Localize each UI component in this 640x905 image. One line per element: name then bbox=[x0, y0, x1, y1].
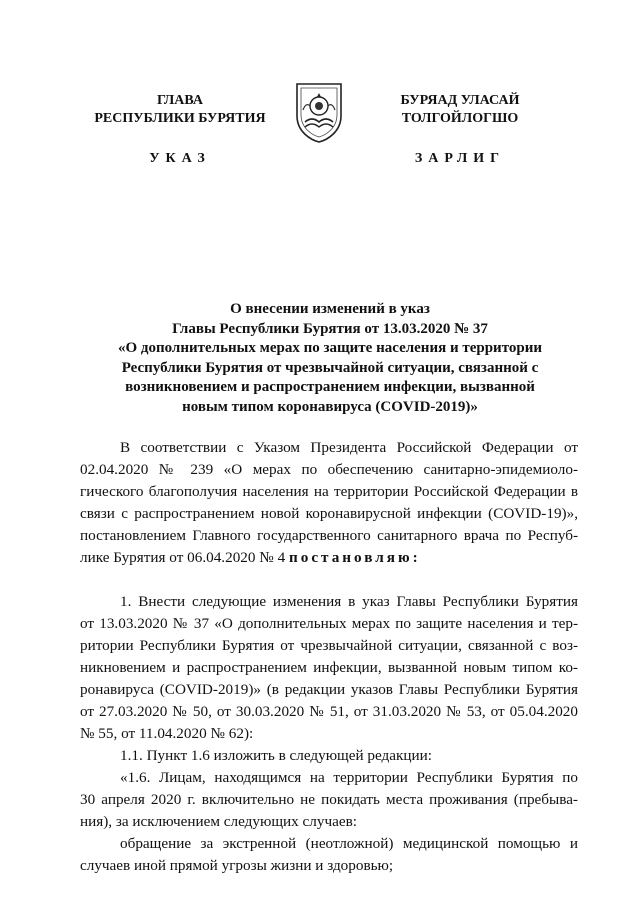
preamble-line: постановлением Главного государственного санитарного врача по Респуб- bbox=[80, 527, 578, 544]
title-line: Главы Республики Бурятия от 13.03.2020 № 37 bbox=[172, 320, 488, 337]
exception-1-line: обращение за экстренной (неотложной) медицинской помощью и bbox=[120, 835, 578, 852]
preamble-last-line bbox=[80, 547, 578, 569]
header-left bbox=[80, 92, 280, 168]
clause-1-6-paragraph bbox=[80, 767, 578, 833]
clause-1-1-line: 1.1. Пункт 1.6 изложить в следующей редакции: bbox=[120, 747, 433, 764]
header-right bbox=[360, 92, 560, 168]
exception-1-line: случаев иной прямой угрозы жизни и здоровью; bbox=[80, 857, 394, 874]
paragraph-gap bbox=[80, 569, 578, 591]
clause-1-line: от 27.03.2020 № 50, от 30.03.2020 № 51, от 31.03.2020 № 53, от 05.04.2020 bbox=[80, 703, 578, 720]
clause-1-line: 1. Внести следующие изменения в указ Главы Республики Бурятия bbox=[120, 593, 578, 610]
title-line: Республики Бурятия от чрезвычайной ситуации, связанной с bbox=[121, 359, 539, 376]
header-left-line2: РЕСПУБЛИКИ БУРЯТИЯ bbox=[94, 111, 266, 126]
clause-1-paragraph bbox=[80, 591, 578, 745]
decree-word: постановляю: bbox=[288, 549, 421, 566]
title-line: новым типом коронавируса (COVID-2019)» bbox=[182, 398, 478, 415]
header-left-line1: ГЛАВА bbox=[157, 93, 203, 108]
clause-1-line: от 13.03.2020 № 37 «О дополнительных мерах по защите населения и тер- bbox=[80, 615, 578, 632]
preamble-paragraph bbox=[80, 437, 578, 569]
preamble-line: гического благополучия населения на территории Российской Федерации в bbox=[80, 483, 578, 500]
clause-1-line: ронавируса (COVID-2019)» (в редакции указов Главы Республики Бурятия bbox=[80, 681, 578, 698]
preamble-line: связи с распространением новой коронавирусной инфекции (COVID-19)», bbox=[80, 505, 578, 522]
document-title bbox=[80, 300, 580, 417]
clause-1-6-line: «1.6. Лицам, находящимся на территории Республики Бурятия по bbox=[120, 769, 578, 786]
clause-1-line: ритории Республики Бурятия от чрезвычайной ситуации, связанной с воз- bbox=[80, 637, 578, 654]
preamble-line: В соответствии с Указом Президента Российской Федерации от bbox=[120, 439, 578, 456]
exception-1-paragraph bbox=[80, 833, 578, 877]
header-right-line1: БУРЯАД УЛАСАЙ bbox=[400, 93, 520, 108]
preamble-last-text: лике Бурятия от 06.04.2020 № 4 bbox=[80, 549, 286, 566]
header-right-line2: ТОЛГОЙЛОГШО bbox=[401, 111, 519, 126]
coat-of-arms-icon bbox=[293, 80, 345, 144]
clause-1-6-line: ния), за исключением следующих случаев: bbox=[80, 813, 357, 830]
clause-1-line: № 55, от 11.04.2020 № 62): bbox=[80, 725, 254, 742]
header-left-kind: УКАЗ bbox=[149, 151, 211, 166]
header-right-kind: ЗАРЛИГ bbox=[414, 151, 506, 166]
document-body bbox=[80, 437, 578, 877]
title-line: О внесении изменений в указ bbox=[230, 301, 430, 317]
preamble-line: 02.04.2020 № 239 «О мерах по обеспечению санитарно-эпидемиоло- bbox=[80, 461, 578, 478]
title-line: «О дополнительных мерах по защите населения и территории bbox=[117, 340, 542, 356]
clause-1-6-line: 30 апреля 2020 г. включительно не покидать места проживания (пребыва- bbox=[80, 791, 578, 808]
clause-1-line: никновением и распространением инфекции, вызванной новым типом ко- bbox=[80, 659, 578, 676]
title-line: возникновением и распространением инфекции, вызванной bbox=[125, 379, 535, 395]
